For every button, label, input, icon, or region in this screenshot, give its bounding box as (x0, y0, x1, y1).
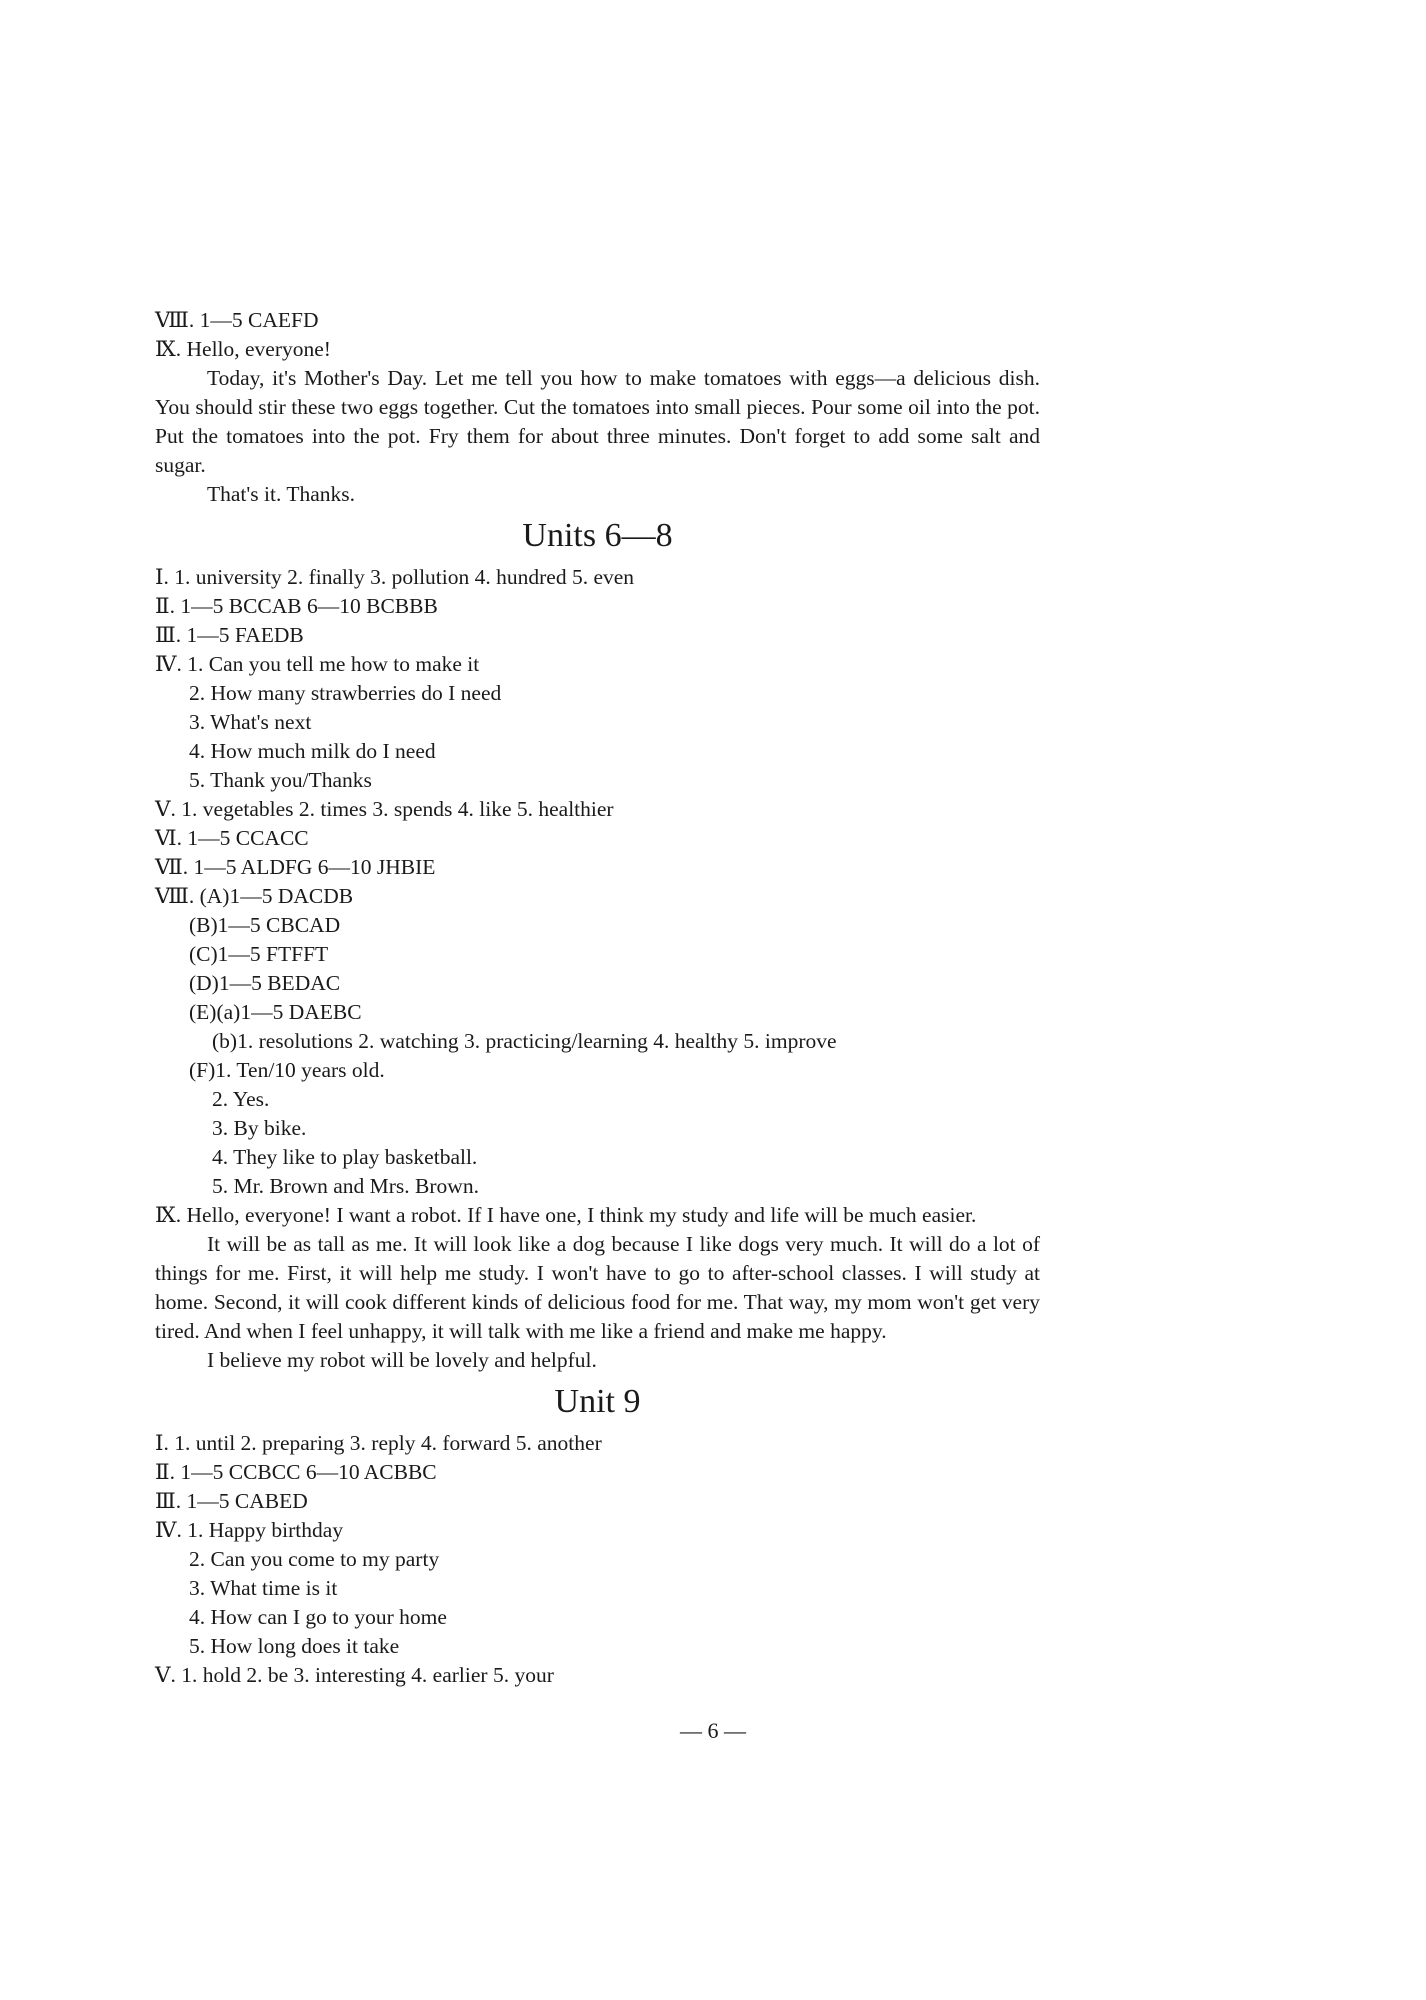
answer-i: Ⅰ. 1. university 2. finally 3. pollution 4. hundred 5. even (155, 565, 635, 589)
essay-paragraph: Ⅸ. Hello, everyone! I want a robot. If I have one, I think my study and life will be much easier. (155, 1203, 977, 1227)
section-heading: Units 6—8 (522, 517, 673, 554)
answer-iii: Ⅲ. 1—5 CABED (155, 1489, 308, 1513)
answer-viii-c: (C)1—5 FTFFT (189, 942, 329, 966)
answer-iv-4: 4. How can I go to your home (189, 1605, 447, 1629)
answer-viii-f-1: (F)1. Ten/10 years old. (189, 1058, 385, 1082)
essay-paragraph: It will be as tall as me. It will look like a dog because I like dogs very much. It will do a lot of things for me. First, it will help me study. I won't have to go to after-school classes. I will study at home. Second, it will cook different kinds of delicious food for me. That way, my mom won't get very tired. And when I feel unhappy, it will talk with me like a friend and make me happy. (155, 1232, 1040, 1343)
answer-ii: Ⅱ. 1—5 CCBCC 6—10 ACBBC (155, 1460, 437, 1484)
answer-key-page (155, 306, 1040, 1690)
answer-viii-f-2: 2. Yes. (212, 1087, 270, 1111)
answer-iv-2: 2. Can you come to my party (189, 1547, 440, 1571)
answer-viii-f-5: 5. Mr. Brown and Mrs. Brown. (212, 1174, 479, 1198)
answer-viii-e: (E)(a)1—5 DAEBC (189, 1000, 362, 1024)
answer-iv-5: 5. Thank you/Thanks (189, 768, 372, 792)
essay-paragraph: Today, it's Mother's Day. Let me tell you how to make tomatoes with eggs—a delicious dish. You should stir these two eggs together. Cut the tomatoes into small pieces. Pour some oil into the pot. Put the tomatoes into the pot. Fry them for about three minutes. Don't forget to add some salt and sugar. (155, 366, 1040, 477)
essay-paragraph: I believe my robot will be lovely and helpful. (207, 1348, 597, 1372)
section-heading: Unit 9 (554, 1383, 641, 1420)
answer-viii-f-4: 4. They like to play basketball. (212, 1145, 478, 1169)
essay-paragraph: That's it. Thanks. (207, 482, 355, 506)
answer-v: Ⅴ. 1. hold 2. be 3. interesting 4. earlier 5. your (155, 1663, 554, 1687)
answer-ix-label: Ⅸ. Hello, everyone! (155, 337, 331, 361)
answer-viii-e-b: (b)1. resolutions 2. watching 3. practicing/learning 4. healthy 5. improve (212, 1029, 837, 1053)
answer-iv-2: 2. How many strawberries do I need (189, 681, 502, 705)
answer-iv-4: 4. How much milk do I need (189, 739, 436, 763)
answer-iv-1: Ⅳ. 1. Happy birthday (155, 1518, 344, 1542)
answer-iii: Ⅲ. 1—5 FAEDB (155, 623, 304, 647)
answer-viii-f-3: 3. By bike. (212, 1116, 307, 1140)
answer-vii: Ⅶ. 1—5 ALDFG 6—10 JHBIE (155, 855, 436, 879)
answer-viii: Ⅷ. 1—5 CAEFD (155, 308, 319, 332)
answer-iv-3: 3. What's next (189, 710, 312, 734)
answer-iv-1: Ⅳ. 1. Can you tell me how to make it (155, 652, 480, 676)
page-number: — 6 — (680, 1718, 746, 1743)
answer-vi: Ⅵ. 1—5 CCACC (155, 826, 309, 850)
answer-viii-d: (D)1—5 BEDAC (189, 971, 341, 995)
answer-viii-a: Ⅷ. (A)1—5 DACDB (155, 884, 354, 908)
answer-v: Ⅴ. 1. vegetables 2. times 3. spends 4. like 5. healthier (155, 797, 614, 821)
answer-ii: Ⅱ. 1—5 BCCAB 6—10 BCBBB (155, 594, 438, 618)
answer-i: Ⅰ. 1. until 2. preparing 3. reply 4. forward 5. another (155, 1431, 602, 1455)
answer-viii-b: (B)1—5 CBCAD (189, 913, 341, 937)
answer-iv-5: 5. How long does it take (189, 1634, 400, 1658)
answer-iv-3: 3. What time is it (189, 1576, 338, 1600)
